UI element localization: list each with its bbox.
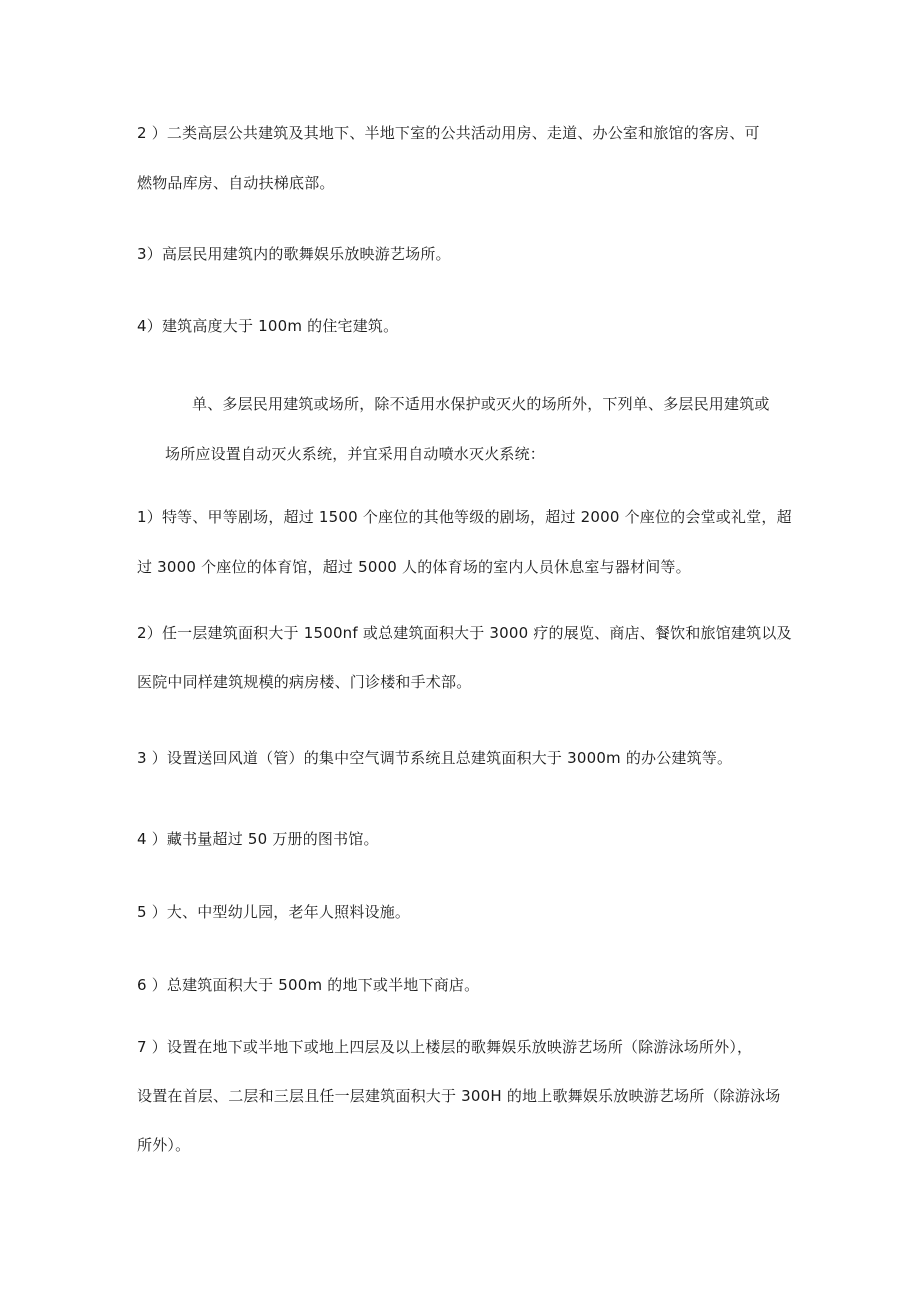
- text-line: 过 3000 个座位的体育馆，超过 5000 人的体育场的室内人员休息室与器材间等。: [137, 558, 691, 576]
- text-line: 6 ）总建筑面积大于 500m 的地下或半地下商店。: [137, 976, 480, 994]
- text-line: 2）任一层建筑面积大于 1500nf 或总建筑面积大于 3000 疗的展览、商店、餐饮和旅馆建筑以及: [137, 624, 792, 642]
- text-line: 3）高层民用建筑内的歌舞娱乐放映游艺场所。: [137, 245, 451, 263]
- text-line: 5 ）大、中型幼儿园，老年人照料设施。: [137, 903, 411, 921]
- text-line: 燃物品库房、自动扶梯底部。: [137, 174, 335, 192]
- text-line: 单、多层民用建筑或场所，除不适用水保护或灭火的场所外，下列单、多层民用建筑或: [192, 395, 770, 413]
- text-line: 所外）。: [137, 1136, 191, 1154]
- text-line: 7 ）设置在地下或半地下或地上四层及以上楼层的歌舞娱乐放映游艺场所（除游泳场所外），: [137, 1038, 753, 1056]
- text-line: 场所应设置自动灭火系统，并宜采用自动喷水灭火系统：: [165, 445, 546, 463]
- text-line: 4 ）藏书量超过 50 万册的图书馆。: [137, 830, 379, 848]
- text-line: 设置在首层、二层和三层且任一层建筑面积大于 300H 的地上歌舞娱乐放映游艺场所（除游泳场: [137, 1087, 781, 1105]
- text-line: 3 ）设置送回风道（管）的集中空气调节系统且总建筑面积大于 3000m 的办公建筑等。: [137, 749, 733, 767]
- text-line: 1）特等、甲等剧场，超过 1500 个座位的其他等级的剧场，超过 2000 个座位的会堂或礼堂，超: [137, 508, 792, 526]
- text-line: 4）建筑高度大于 100m 的住宅建筑。: [137, 317, 399, 335]
- text-line: 医院中同样建筑规模的病房楼、门诊楼和手术部。: [137, 673, 472, 691]
- text-line: 2 ）二类高层公共建筑及其地下、半地下室的公共活动用房、走道、办公室和旅馆的客房、可: [137, 124, 760, 142]
